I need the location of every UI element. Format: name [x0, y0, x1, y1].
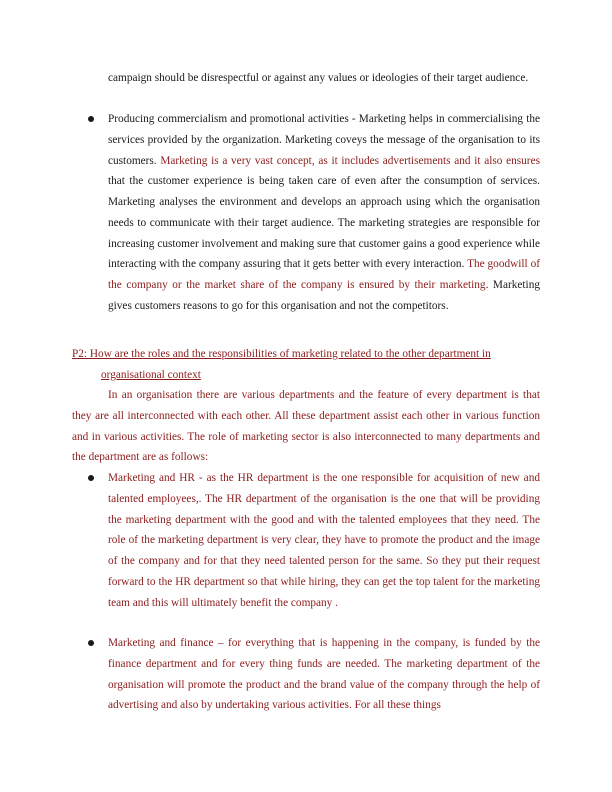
commercialism-text-2: that the customer experience is being taken care of even after the consumption of services. Marketing analyses the environment and develops an approach using which the organisation needs to communicate with their target audience. The marketing strategies are responsible for increasing customer involvement and making sure that customer gains a good experience while interacting with the company assuring that it gets better with every interaction.	[108, 175, 540, 271]
commercialism-text-1: Producing commercialism and promotional activities - Marketing helps in commercialising the services provided by the organization. Marketing coveys the message of the organisation to its customers.	[108, 113, 540, 167]
bullet-icon	[88, 640, 94, 646]
commercialism-text-3: . Marketing gives customers reasons to go for this organisation and not the competitors.	[108, 279, 540, 312]
bullet-hr-paragraph: Marketing and HR - as the HR department is the one responsible for acquisition of new and talented employees,. The HR department of the organisation is the one that will be providing the marketing department with the good and with the talented employees that they need. The role of the marketing department is very clear, they have to promote the product and the image of the company and for that they need talented person for the same. So they put their request forward to the HR department so that while hiring, they can get the top talent for the marketing team and this will ultimately benefit the company .	[108, 472, 540, 609]
section-heading-p2-line2: organisational context	[101, 369, 201, 381]
commercialism-highlight-2: The goodwill of the company or the market share of the company is ensured by their marketing	[108, 258, 540, 291]
continuation-paragraph: campaign should be disrespectful or against any values or ideologies of their target audience.	[108, 72, 529, 84]
bullet-icon	[88, 475, 94, 481]
bullet-finance-paragraph: Marketing and finance – for everything that is happening in the company, is funded by the finance department and for every thing funds are needed. The marketing department of the organisation will promote the product and the brand value of the company through the help of advertising and also by undertaking various activities. For all these things	[108, 637, 540, 712]
bullet-commercialism-paragraph	[108, 109, 540, 317]
section-heading-p2: P2: How are the roles and the responsibilities of marketing related to the other department in	[72, 348, 491, 360]
intro-paragraph: In an organisation there are various departments and the feature of every department is that they are all interconnected with each other. All these department assist each other in various function and in various activities. The role of marketing sector is also interconnected to many departments and the department are as follows:	[72, 389, 540, 464]
commercialism-highlight-1: Marketing is a very vast concept, as it includes advertisements and it also ensures	[160, 154, 540, 167]
bullet-icon	[88, 116, 94, 122]
